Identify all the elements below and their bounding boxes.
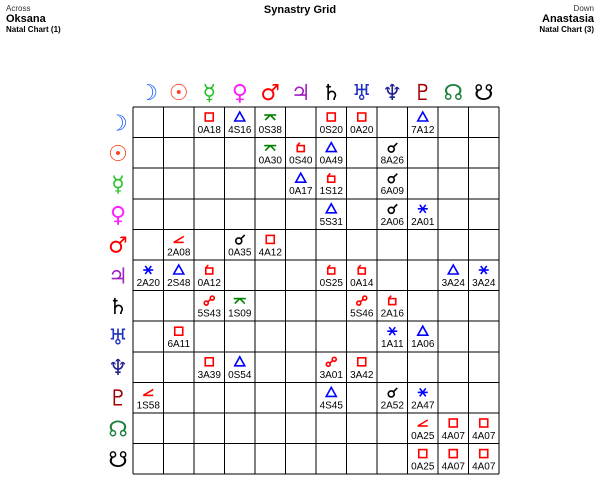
- aspect-trine-icon: [326, 204, 336, 213]
- aspect-orb-label: 0A30: [258, 155, 282, 167]
- moon-icon: ☽: [108, 111, 128, 137]
- aspect-orb-label: 3A24: [441, 278, 465, 289]
- aspect-orb-label: 7A12: [411, 125, 435, 136]
- aspect-orb-label: 0A35: [228, 247, 252, 259]
- aspect-orb-label: 4A07: [441, 431, 465, 442]
- aspect-square-icon: [266, 235, 274, 243]
- column-planet-glyphs: [138, 81, 493, 106]
- neptune-icon: ♆: [382, 81, 403, 106]
- aspect-orb-label: 3A01: [319, 369, 343, 381]
- north-node-icon: ☊: [108, 417, 128, 443]
- aspect-sextile-icon: [479, 266, 489, 274]
- aspect-orb-label: 0S54: [228, 369, 252, 381]
- across-label: Across: [6, 4, 31, 13]
- aspect-orb-label: 0A12: [197, 278, 221, 289]
- aspect-orb-label: 4A07: [472, 431, 496, 442]
- aspect-square-icon: [449, 419, 457, 427]
- aspect-orb-label: 2A08: [167, 247, 191, 259]
- aspect-opposition-icon: [204, 296, 214, 305]
- venus-icon: ♀: [231, 81, 248, 106]
- across-person-name: Oksana: [6, 13, 46, 25]
- aspect-orb-label: 0A17: [289, 186, 313, 198]
- aspect-square-icon: [419, 450, 427, 458]
- aspect-sesquiquadrate-icon: [328, 173, 335, 182]
- aspect-semisquare-icon: [174, 236, 184, 242]
- aspect-semisquare-icon: [418, 420, 428, 426]
- down-label: Down: [573, 4, 594, 13]
- aspect-orb-label: 4A12: [258, 247, 282, 259]
- aspect-square-icon: [480, 450, 488, 458]
- aspect-orb-label: 4A07: [441, 461, 465, 473]
- aspect-semisquare-icon: [143, 389, 153, 395]
- aspect-conjunction-icon: [388, 174, 397, 183]
- south-node-icon: ☋: [473, 81, 494, 106]
- saturn-icon: ♄: [321, 81, 342, 106]
- aspect-trine-icon: [235, 112, 245, 121]
- aspect-orb-label: 0A49: [319, 155, 343, 167]
- sun-icon: ☉: [108, 141, 128, 167]
- aspect-orb-label: 4A07: [472, 461, 496, 473]
- aspect-square-icon: [205, 113, 213, 121]
- aspect-orb-label: 2A47: [411, 400, 435, 412]
- aspect-orb-label: 0S40: [289, 155, 313, 167]
- aspect-sextile-icon: [143, 266, 153, 274]
- aspect-sextile-icon: [418, 388, 428, 396]
- aspect-orb-label: 2S48: [167, 278, 191, 289]
- north-node-icon: ☊: [443, 81, 464, 106]
- aspect-orb-label: 2A20: [136, 278, 160, 289]
- aspect-orb-label: 4S45: [319, 400, 343, 412]
- aspect-orb-label: 2A16: [380, 308, 404, 320]
- aspect-quincunx-icon: [264, 146, 276, 151]
- neptune-icon: ♆: [108, 356, 128, 382]
- grid-lines: [133, 107, 499, 474]
- aspect-trine-icon: [418, 326, 428, 335]
- aspect-trine-icon: [174, 265, 184, 274]
- aspect-square-icon: [358, 358, 366, 366]
- aspect-conjunction-icon: [388, 204, 397, 213]
- jupiter-icon: ♃: [108, 264, 128, 290]
- moon-icon: ☽: [138, 81, 159, 106]
- aspect-orb-label: 0A14: [350, 278, 374, 289]
- pluto-icon: ♇: [412, 81, 433, 106]
- aspect-sesquiquadrate-icon: [328, 265, 335, 274]
- aspect-orb-label: 0A25: [411, 431, 435, 442]
- aspect-orb-label: 0A18: [197, 125, 221, 136]
- aspect-square-icon: [358, 113, 366, 121]
- aspect-orb-label: 4S16: [228, 125, 252, 136]
- down-person-name: Anastasia: [542, 13, 594, 25]
- pluto-icon: ♇: [108, 386, 128, 412]
- mars-icon: ♂: [108, 233, 128, 259]
- aspect-sesquiquadrate-icon: [206, 265, 213, 274]
- aspect-trine-icon: [418, 112, 428, 121]
- aspect-orb-label: 0S25: [319, 278, 343, 289]
- aspect-orb-label: 3A42: [350, 369, 374, 381]
- aspect-orb-label: 6A11: [167, 339, 191, 351]
- aspect-square-icon: [327, 113, 335, 121]
- aspect-orb-label: 1S58: [136, 400, 160, 412]
- aspect-square-icon: [205, 358, 213, 366]
- page-title: Synastry Grid: [263, 4, 337, 16]
- mars-icon: ♂: [260, 81, 281, 106]
- venus-icon: ♀: [109, 203, 127, 229]
- aspect-square-icon: [175, 327, 183, 335]
- aspect-orb-label: 2A52: [380, 400, 404, 412]
- aspect-trine-icon: [235, 357, 245, 366]
- jupiter-icon: ♃: [290, 81, 311, 106]
- aspect-orb-label: 3A24: [472, 278, 496, 289]
- down-chart-name: Natal Chart (3): [539, 25, 594, 34]
- aspect-quincunx-icon: [234, 299, 246, 304]
- row-planet-glyphs: [108, 111, 128, 473]
- aspect-trine-icon: [296, 173, 306, 182]
- aspect-sesquiquadrate-icon: [297, 143, 304, 152]
- across-chart-name: Natal Chart (1): [6, 25, 61, 34]
- aspect-opposition-icon: [326, 357, 336, 366]
- mercury-icon: ☿: [111, 172, 125, 198]
- aspect-orb-label: 5S43: [197, 308, 221, 320]
- aspect-sesquiquadrate-icon: [358, 265, 365, 274]
- aspect-orb-label: 0S20: [319, 125, 343, 136]
- uranus-icon: ♅: [351, 81, 372, 106]
- aspect-orb-label: 2A01: [411, 216, 435, 228]
- aspect-square-icon: [480, 419, 488, 427]
- aspect-orb-label: 6A09: [380, 186, 404, 198]
- aspect-orb-label: 1A06: [411, 339, 435, 351]
- aspect-orb-label: 1A11: [380, 339, 404, 351]
- aspect-sextile-icon: [387, 327, 397, 335]
- aspect-opposition-icon: [357, 296, 367, 305]
- aspect-conjunction-icon: [236, 235, 245, 244]
- aspect-quincunx-icon: [264, 115, 276, 120]
- aspect-conjunction-icon: [388, 143, 397, 152]
- saturn-icon: ♄: [108, 294, 128, 320]
- aspect-orb-label: 0A25: [411, 461, 435, 473]
- sun-icon: ☉: [168, 81, 189, 106]
- aspect-trine-icon: [448, 265, 458, 274]
- aspect-trine-icon: [326, 387, 336, 396]
- aspect-orb-label: 1S12: [319, 186, 343, 198]
- aspect-orb-label: 5S46: [350, 308, 374, 320]
- aspect-trine-icon: [326, 143, 336, 152]
- uranus-icon: ♅: [108, 325, 128, 351]
- aspect-sextile-icon: [418, 205, 428, 213]
- aspect-sesquiquadrate-icon: [389, 296, 396, 305]
- aspect-orb-label: 0A20: [350, 125, 374, 136]
- aspect-orb-label: 1S09: [228, 308, 252, 320]
- aspect-orb-label: 5S31: [319, 216, 343, 228]
- aspect-orb-label: 2A06: [380, 216, 404, 228]
- aspect-orb-label: 0S38: [258, 125, 282, 136]
- aspect-square-icon: [449, 450, 457, 458]
- south-node-icon: ☋: [108, 447, 128, 473]
- mercury-icon: ☿: [202, 81, 217, 106]
- aspect-orb-label: 3A39: [197, 369, 221, 381]
- aspect-orb-label: 8A26: [380, 155, 404, 167]
- aspect-conjunction-icon: [388, 388, 397, 397]
